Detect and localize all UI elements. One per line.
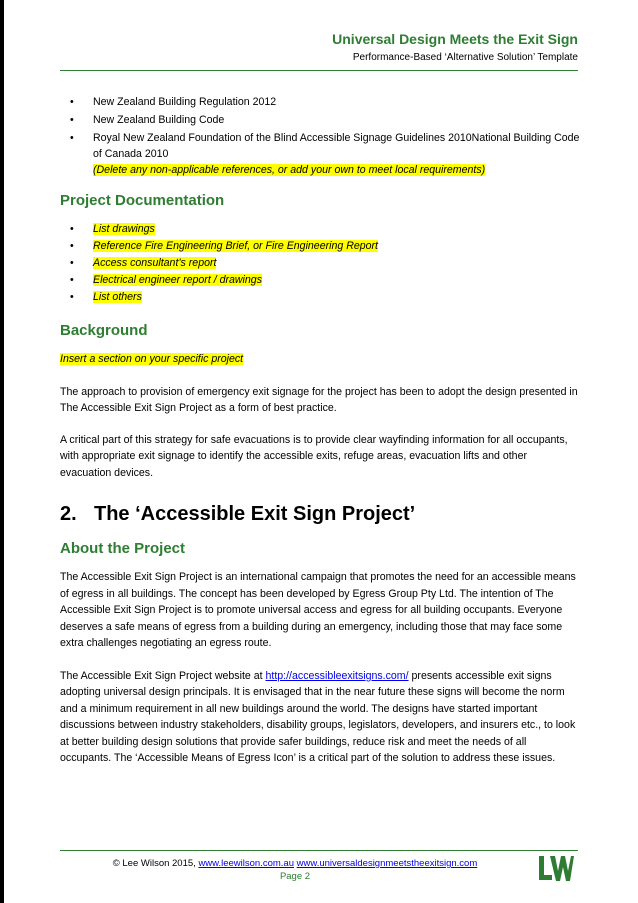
section-number: 2. (60, 503, 77, 525)
references-note: (Delete any non-applicable references, or add your own to meet local requirements) (93, 164, 486, 176)
background-paragraph-1: The approach to provision of emergency exit signage for the project has been to adopt the design presented in The Accessible Exit Sign Project as a form of best practice. (60, 385, 578, 414)
background-heading: Background (60, 322, 148, 339)
about-paragraph-1: The Accessible Exit Sign Project is an international campaign that promotes the need for an accessible means of egress in all buildings. The concept has been developed by Egress Group Pty Ltd. The intention of The Accessible Exit Sign Project is to promote universal access and egress for all building occupants. Everyone deserves a safe means of egress from a building during an emergency, including those that may face some extra challenges negotiating an egress route. (60, 571, 576, 649)
page-content (60, 94, 580, 767)
list-item: • List others (70, 291, 142, 303)
about-heading: About the Project (60, 540, 186, 557)
lw-logo-icon (538, 855, 574, 883)
bullet-icon: • (70, 223, 74, 235)
bullet-icon: • (70, 291, 74, 303)
universaldesign-link[interactable]: www.universaldesignmeetstheexitsign.com (296, 858, 478, 869)
list-item: • Royal New Zealand Foundation of the Blind Accessible Signage Guidelines 2010National Building Code of Canada 2010 (Delete any non-applicable references, or add your own to meet local requirements) (70, 132, 580, 176)
section-title: The ‘Accessible Exit Sign Project’ (94, 503, 416, 525)
background-instruction: Insert a section on your specific project (60, 353, 244, 365)
background-paragraph-2: A critical part of this strategy for safe evacuations is to provide clear wayfinding information for all occupants, with appropriate exit signage to identify the accessible exits, refuge areas, evacuation lifts and other evacuation devices. (60, 433, 568, 479)
project-documentation-heading: Project Documentation (60, 192, 225, 209)
section-2-heading (60, 503, 580, 526)
references-list (60, 94, 580, 178)
leewilson-link[interactable]: www.leewilson.com.au (198, 858, 295, 869)
list-item: • List drawings (70, 223, 155, 235)
list-item: • Reference Fire Engineering Brief, or Fire Engineering Report (70, 240, 378, 252)
page-edge-bar (0, 0, 4, 903)
bullet-icon: • (70, 96, 74, 108)
header-divider (60, 70, 578, 71)
bullet-icon: • (70, 257, 74, 269)
about-paragraph-2: The Accessible Exit Sign Project website at http://accessibleexitsigns.com/ presents accessible exit signs adopting universal design principals. It is envisaged that in the near future these signs will become the norm and a minimum requirement in all new buildings around the world. The designs have started important discussions between industry stakeholders, disability groups, legislators, developers, and insurers etc., to look at better building design solutions that provide safer buildings, reduce risk and meet the needs of all occupants. The ‘Accessible Means of Egress Icon’ is a critical part of the solution to address these issues. (60, 669, 576, 764)
bullet-icon: • (70, 240, 74, 252)
list-item: • Access consultant’s report (70, 257, 217, 269)
list-item: • New Zealand Building Regulation 2012 (70, 96, 277, 108)
header-title: Universal Design Meets the Exit Sign (332, 31, 578, 47)
header-subtitle: Performance-Based ‘Alternative Solution’ Template (352, 52, 578, 63)
bullet-icon: • (70, 274, 74, 286)
bullet-icon: • (70, 132, 74, 144)
footer-divider (60, 850, 578, 851)
project-documentation-list (60, 221, 580, 305)
list-item: • Electrical engineer report / drawings (70, 274, 262, 286)
list-item: • New Zealand Building Code (70, 114, 225, 126)
bullet-icon: • (70, 114, 74, 126)
footer-credits: © Lee Wilson 2015, www.leewilson.com.au www.universaldesignmeetstheexitsign.com (112, 858, 478, 869)
accessible-exit-signs-link[interactable]: http://accessibleexitsigns.com/ (265, 669, 409, 682)
footer (60, 857, 530, 883)
page-number: Page 2 (279, 871, 311, 882)
